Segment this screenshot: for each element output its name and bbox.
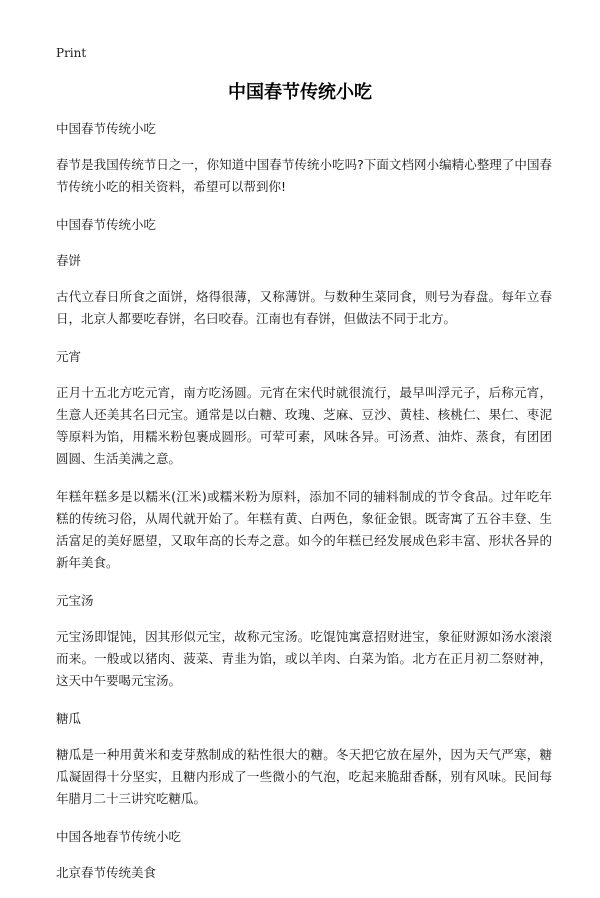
page-title: 中国春节传统小吃 — [228, 82, 372, 103]
document-body — [56, 118, 552, 898]
paragraph-chunbing: 古代立春日所食之面饼，烙得很薄，又称薄饼。与数种生菜同食，则号为春盘。每年立春日，北京人都要吃春饼，名曰咬春。江南也有春饼，但做法不同于北方。 — [56, 289, 552, 326]
intro-paragraph: 春节是我国传统节日之一，你知道中国春节传统小吃吗?下面文档网小编精心整理了中国春节传统小吃的相关资料，希望可以帮到你! — [56, 157, 552, 194]
section-heading: 中国春节传统小吃 — [56, 217, 157, 232]
paragraph-yuanbaotang: 元宝汤即馄饨，因其形似元宝，故称元宝汤。吃馄饨寓意招财进宝，象征财源如汤水滚滚而来。一般或以猪肉、菠菜、青韭为馅，或以羊肉、白菜为馅。北方在正月初二祭财神，这天中午要喝元宝汤。 — [56, 629, 552, 688]
heading-yuanbaotang: 元宝汤 — [56, 593, 94, 608]
paragraph-yuanxiao: 正月十五北方吃元宵，南方吃汤圆。元宵在宋代时就很流行，最早叫浮元子，后称元宵，生意人还美其名曰元宝。通常是以白糖、玫瑰、芝麻、豆沙、黄桂、核桃仁、果仁、枣泥等原料为馅，用糯米粉包裹成圆形。可荤可素，风味各异。可汤煮、油炸、蒸食，有团团圆圆、生活美满之意。 — [56, 385, 552, 466]
regional-heading: 中国各地春节传统小吃 — [56, 829, 182, 844]
paragraph-tanggua: 糖瓜是一种用黄米和麦芽熬制成的粘性很大的糖。冬天把它放在屋外，因为天气严寒，糖瓜凝固得十分坚实，且糖内形成了一些微小的气泡，吃起来脆甜香酥，别有风味。民间每年腊月二十三讲究吃糖瓜。 — [56, 747, 552, 806]
heading-chunbing: 春饼 — [56, 253, 82, 268]
print-link[interactable]: Print — [56, 46, 87, 60]
paragraph-niangao: 年糕年糕多是以糯米(江米)或糯米粉为原料，添加不同的辅料制成的节令食品。过年吃年糕的传统习俗，从周代就开始了。年糕有黄、白两色，象征金银。既寄寓了五谷丰登、生活富足的美好愿望，又取年高的长寿之意。如今的年糕已经发展成色彩丰富、形状各异的新年美食。 — [56, 489, 552, 570]
heading-tanggua: 糖瓜 — [56, 711, 82, 726]
document-subtitle: 中国春节传统小吃 — [56, 121, 157, 136]
heading-yuanxiao: 元宵 — [56, 349, 82, 364]
regional-subheading: 北京春节传统美食 — [56, 865, 157, 880]
